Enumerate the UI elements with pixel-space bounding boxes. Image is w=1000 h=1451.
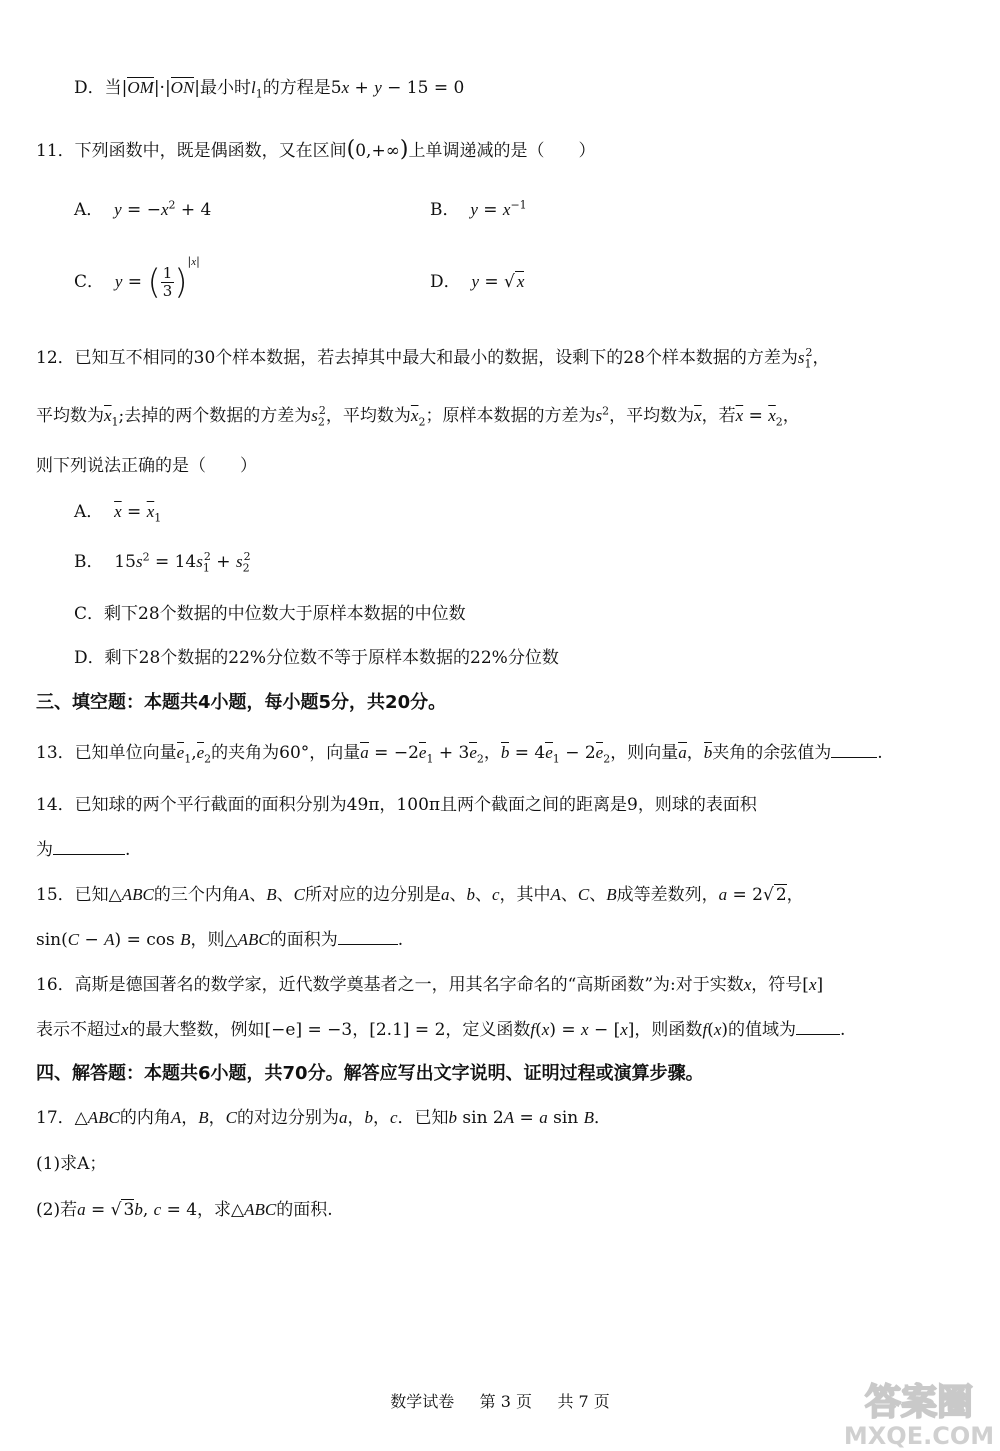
q17-part2: (2)若a = √ 3b, c = 4，求△ABC的面积. <box>36 1200 333 1220</box>
q14-line1: 14．已知球的两个平行截面的面积分别为49π，100π且两个截面之间的距离是9，则球的表面积 <box>36 795 757 815</box>
footer-total: 共 7 页 <box>557 1392 610 1411</box>
q17-part1: (1)求A； <box>36 1154 107 1174</box>
section-3-heading: 三、填空题：本题共4小题，每小题5分，共20分。 <box>36 692 447 713</box>
q16-line2: 表示不超过x的最大整数，例如[−e] = −3，[2.1] = 2，定义函数f(x) = x − [x]，则函数f(x)的值域为 . <box>36 1020 846 1040</box>
q16-line1: 16．高斯是德国著名的数学家，近代数学奠基者之一，用其名字命名的“高斯函数”为:对于实数x，符号[x] <box>36 975 824 995</box>
q11-option-b: B． $y = x^{-1}$ <box>430 198 527 220</box>
q10-option-d: D．当|OM|·|ON|最小时$l_1$的方程是5x + y − 15 = 0 <box>74 78 465 101</box>
q15-line2: sin(C − A) = cos B，则△ABC的面积为 . <box>36 930 404 950</box>
q13: 13．已知单位向量$e_1,e_2$的夹角为60°，向量$a = -2e_1 + 3e_2$，$b = 4e_1 - 2e_2$，则向量a，b夹角的余弦值为 . <box>36 743 883 766</box>
footer-subject: 数学试卷 <box>390 1392 455 1411</box>
q14-line2: 为 . <box>36 840 131 860</box>
q12-option-c: C．剩下28个数据的中位数大于原样本数据的中位数 <box>74 604 466 624</box>
q12-option-a: A． $\overline{x} = \overline{x}_1$ <box>74 502 162 525</box>
q11-option-c: C． y = ( $\frac{1}{3}$ )$^{|x|}$ <box>74 255 200 303</box>
svg-text:答案圈: 答案圈 <box>864 1382 974 1423</box>
q12-stem-line2: 平均数为$\overline{x}_1$;去掉的两个数据的方差为$s_2^2$，平均数为$\overline{x}_2$；原样本数据的方差为$s^2$，平均数为$\overline{x}$，若$\overline{x} = \overline{x}_2$， <box>36 404 800 429</box>
q11-option-d: D． y = √ x <box>430 272 525 292</box>
q12-stem-line3: 则下列说法正确的是（ ） <box>36 456 257 476</box>
watermark-logo <box>844 1376 994 1448</box>
svg-text:MXQE.COM: MXQE.COM <box>844 1422 994 1448</box>
section-4-heading: 四、解答题：本题共6小题，共70分。解答应写出文字说明、证明过程或演算步骤。 <box>36 1063 704 1084</box>
q12-stem-line1: 12．已知互不相同的30个样本数据，若去掉其中最大和最小的数据，设剩下的28个样本数据的方差为$s_1^2$， <box>36 346 830 371</box>
q11-option-a: A． $y = -x^2 + 4$ <box>74 198 212 220</box>
q17-stem: 17．△ABC的内角A，B，C的对边分别为a，b，c．已知b sin 2A = a sin B． <box>36 1108 611 1128</box>
footer-page: 第 3 页 <box>479 1392 532 1411</box>
q12-option-d: D．剩下28个数据的22%分位数不等于原样本数据的22%分位数 <box>74 648 559 668</box>
q15-line1: 15．已知△ABC的三个内角A、B、C所对应的边分别是a、b、c，其中A、C、B成等差数列，a = 2√ 2， <box>36 885 804 905</box>
q12-option-b: B． $15s^2 = 14s_1^2 + s_2^2$ <box>74 550 251 575</box>
q11-stem: 11．下列函数中，既是偶函数，又在区间(0,+∞)上单调递减的是（ ） <box>36 137 596 162</box>
